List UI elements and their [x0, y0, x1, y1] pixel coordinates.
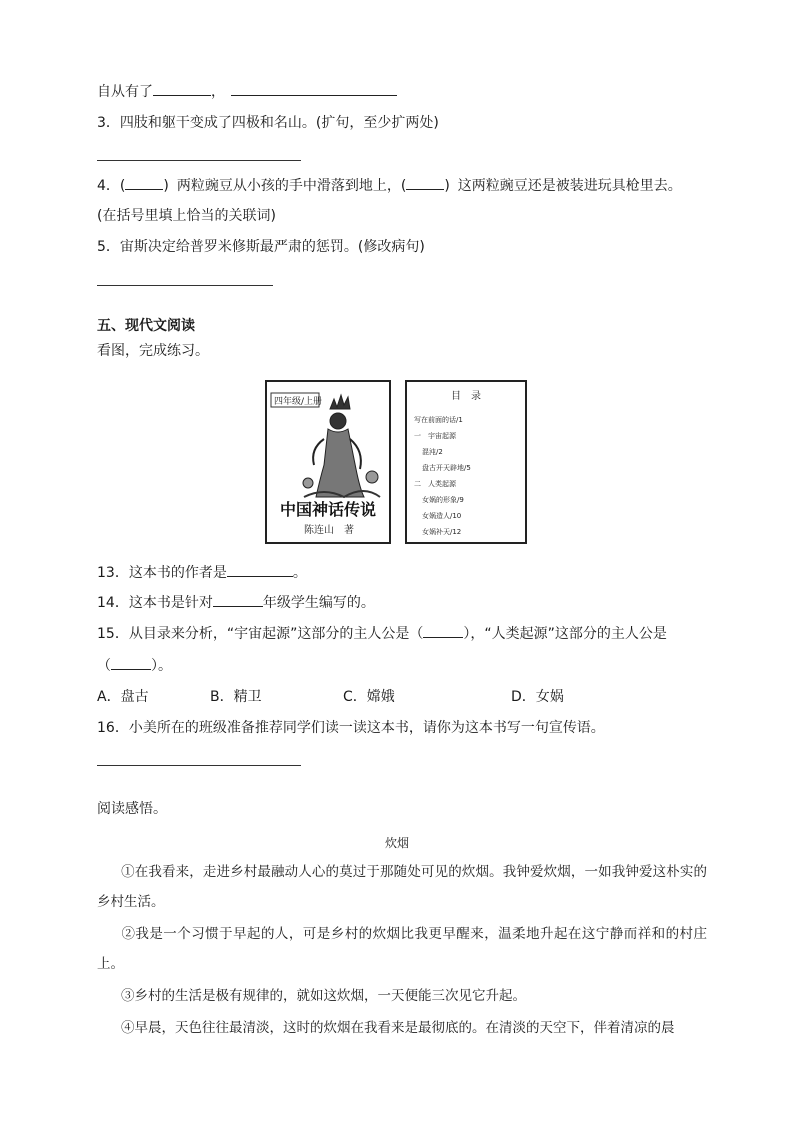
question-3: 3．四肢和躯干变成了四极和名山。(扩句，至少扩两处): [97, 115, 439, 131]
option-d[interactable]: D．女娲: [511, 689, 564, 705]
q-prev-line: [97, 81, 397, 102]
toc-item: 写在前面的话/1: [414, 416, 463, 424]
passage-paragraph: [97, 1013, 707, 1043]
answer-line[interactable]: [97, 765, 301, 766]
book-figure: [264, 379, 530, 547]
toc-title: 目 录: [451, 391, 481, 402]
toc-item: 盘古开天辟地/5: [422, 464, 471, 472]
paragraph-text: ③乡村的生活是极有规律的，就如这炊烟，一天便能三次见它升起。: [121, 988, 526, 1004]
passage-paragraph: [97, 857, 707, 917]
question-14-suffix: 年级学生编写的。: [262, 595, 375, 611]
question-15-mid: ），“人类起源”这部分的主人公是: [463, 626, 667, 642]
answer-blank[interactable]: [153, 81, 211, 96]
answer-line[interactable]: [97, 285, 273, 286]
reading-instruction: 阅读感悟。: [97, 801, 167, 817]
question-13-text: 13．这本书的作者是: [97, 565, 227, 581]
passage-title: 炊烟: [384, 836, 409, 850]
answer-blank[interactable]: [406, 175, 444, 190]
book-author: 陈连山 著: [304, 525, 354, 536]
paragraph-text: ①在我看来，走进乡村最融动人心的莫过于那随处可见的炊烟。我钟爱炊烟，一如我钟爱这朴实的乡村生活。: [97, 864, 707, 910]
option-b[interactable]: B．精卫: [210, 689, 262, 705]
question-4-tail: 这两粒豌豆还是被装进玩具枪里去。: [457, 178, 682, 194]
toc-item: 女娲补天/12: [422, 528, 462, 536]
passage-paragraph: [97, 981, 707, 1011]
question-15-text: 15．从目录来分析，“宇宙起源”这部分的主人公是（: [97, 626, 424, 642]
toc-item: 二 人类起源: [414, 480, 456, 488]
paragraph-text: ④早晨，天色往往最清淡，这时的炊烟在我看来是最彻底的。在清淡的天空下，伴着清凉的晨: [121, 1020, 675, 1036]
question-13-suffix: 。: [292, 565, 307, 581]
answer-blank[interactable]: [227, 562, 293, 577]
question-13: [97, 562, 307, 583]
answer-line[interactable]: [97, 160, 301, 161]
toc-item: 女娲造人/10: [422, 512, 462, 520]
toc-item: 女娲的形象/9: [422, 496, 464, 504]
answer-blank[interactable]: [423, 623, 463, 638]
paren-open: （: [97, 658, 111, 674]
question-4-note: (在括号里填上恰当的关联词): [97, 208, 276, 224]
question-16: 16．小美所在的班级准备推荐同学们读一读这本书，请你为这本书写一句宣传语。: [97, 720, 605, 736]
question-4-mid: 两粒豌豆从小孩的手中滑落到地上，: [176, 178, 401, 194]
question-15-line2: [97, 655, 172, 676]
paragraph-text: ②我是一个习惯于早起的人，可是乡村的炊烟比我更早醒来，温柔地升起在这宁静而祥和的村庄上。: [97, 926, 707, 972]
question-14-text: 14．这本书是针对: [97, 595, 213, 611]
question-14: [97, 592, 375, 613]
question-15-options: [97, 687, 564, 707]
paren-close: ）。: [151, 658, 172, 674]
paren-close: ): [163, 178, 169, 194]
q-prev-comma: ，: [211, 84, 225, 100]
question-15: [97, 623, 667, 644]
option-c[interactable]: C．嫦娥: [343, 689, 395, 705]
q-prev-prefix: 自从有了: [97, 84, 153, 100]
answer-blank[interactable]: [231, 81, 397, 96]
option-a[interactable]: A．盘古: [97, 689, 149, 705]
paren-close: ): [444, 178, 450, 194]
question-number: 4．: [97, 178, 120, 194]
answer-blank[interactable]: [125, 175, 163, 190]
question-4: [97, 175, 682, 196]
book-title: 中国神话传说: [279, 500, 377, 519]
toc-item: 混沌/2: [422, 448, 443, 456]
toc-item: 一 宇宙起源: [414, 432, 456, 440]
book-grade: 四年级/上册: [274, 397, 323, 407]
paren-open: (: [119, 178, 126, 194]
paren-open: (: [400, 178, 407, 194]
section-heading: 五、现代文阅读: [97, 318, 195, 334]
section-instruction: 看图，完成练习。: [97, 343, 209, 359]
book-illustration: [264, 379, 530, 547]
answer-blank[interactable]: [213, 592, 263, 607]
answer-blank[interactable]: [111, 655, 151, 670]
passage-paragraph: [97, 919, 707, 979]
question-5: 5．宙斯决定给普罗米修斯最严肃的惩罚。(修改病句): [97, 239, 425, 255]
